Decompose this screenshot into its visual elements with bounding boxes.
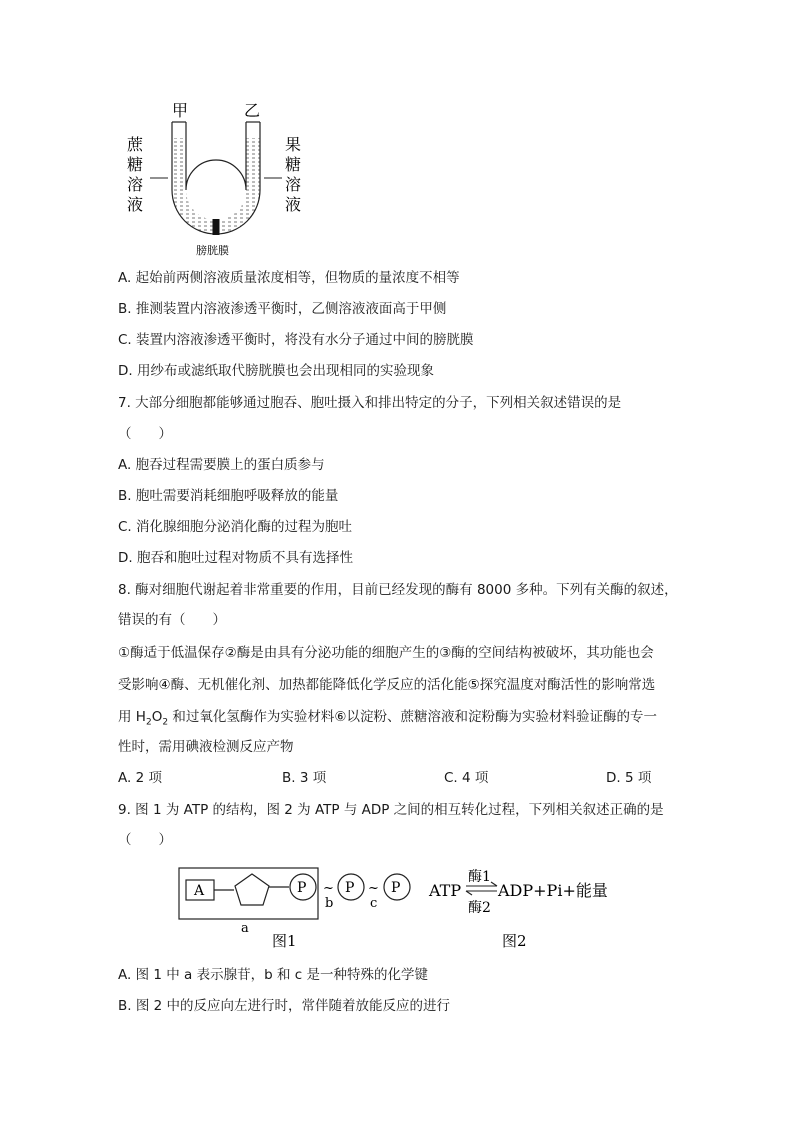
q7-option-c: C. 消化腺细胞分泌消化酶的过程为胞吐 xyxy=(118,519,353,535)
sucrose-char-2: 糖 xyxy=(127,155,144,174)
q6-option-d: D. 用纱布或滤纸取代膀胱膜也会出现相同的实验现象 xyxy=(118,363,434,379)
q8-option-d: D. 5 项 xyxy=(606,770,652,786)
q6-option-b: B. 推测装置内溶液渗透平衡时，乙侧溶液液面高于甲侧 xyxy=(118,301,447,317)
products-text: ADP+Pi+能量 xyxy=(498,881,608,900)
label-yi: 乙 xyxy=(244,101,261,120)
fructose-char-2: 糖 xyxy=(285,155,302,174)
q9-option-b: B. 图 2 中的反应向左进行时，常伴随着放能反应的进行 xyxy=(118,998,451,1014)
adenine-label: A xyxy=(194,883,205,899)
figure2-caption: 图2 xyxy=(502,932,527,950)
q6-option-c: C. 装置内溶液渗透平衡时，将没有水分子通过中间的膀胱膜 xyxy=(118,332,474,348)
fructose-char-1: 果 xyxy=(285,135,302,154)
subscript-2b: 2 xyxy=(162,717,169,728)
atp-figures xyxy=(0,860,794,970)
q8-option-b: B. 3 项 xyxy=(282,770,327,786)
q8-body3-pre: 用 H xyxy=(118,709,146,725)
bond-c-tilde: ~ xyxy=(368,881,379,896)
fructose-char-3: 溶 xyxy=(285,175,302,194)
q6-option-a: A. 起始前两侧溶液质量浓度相等，但物质的量浓度不相等 xyxy=(118,270,460,286)
figure1-caption: 图1 xyxy=(272,932,297,950)
q8-option-a: A. 2 项 xyxy=(118,770,162,786)
label-jia: 甲 xyxy=(172,101,189,120)
q7-option-a: A. 胞吞过程需要膜上的蛋白质参与 xyxy=(118,457,325,473)
bond-b-label: b xyxy=(325,896,334,911)
phosphate-1-label: P xyxy=(297,880,307,896)
bladder-membrane xyxy=(213,219,220,235)
q7-option-d: D. 胞吞和胞吐过程对物质不具有选择性 xyxy=(118,550,353,566)
ribose-pentagon xyxy=(235,874,269,905)
membrane-label: 膀胱膜 xyxy=(196,244,229,257)
q9-option-a: A. 图 1 中 a 表示腺苷，b 和 c 是一种特殊的化学键 xyxy=(118,967,428,983)
q7-option-b: B. 胞吐需要消耗细胞呼吸释放的能量 xyxy=(118,488,339,504)
q8-stem-line1: 8. 酶对细胞代谢起着非常重要的作用，目前已经发现的酶有 8000 多种。下列有关酶的叙述， xyxy=(118,582,678,598)
q7-stem: 7. 大部分细胞都能够通过胞吞、胞吐摄入和排出特定的分子，下列相关叙述错误的是 xyxy=(118,395,622,411)
label-a: a xyxy=(241,921,249,936)
enzyme2-label: 酶2 xyxy=(468,900,491,916)
q8-body3-mid: O xyxy=(151,709,163,725)
enzyme1-label: 酶1 xyxy=(468,869,491,885)
sucrose-char-1: 蔗 xyxy=(127,135,144,154)
sucrose-char-4: 液 xyxy=(127,195,144,214)
q8-body-line1: ①酶适于低温保存②酶是由具有分泌功能的细胞产生的③酶的空间结构被破坏，其功能也会 xyxy=(118,645,654,661)
q9-stem: 9. 图 1 为 ATP 的结构，图 2 为 ATP 与 ADP 之间的相互转化过程，下列相关叙述正确的是 xyxy=(118,802,664,818)
q8-body3-post: 和过氧化氢酶作为实验材料⑥以淀粉、蔗糖溶液和淀粉酶为实验材料验证酶的专一 xyxy=(168,709,657,725)
fructose-char-4: 液 xyxy=(285,195,302,214)
phosphate-2-label: P xyxy=(345,880,355,896)
atp-text: ATP xyxy=(429,881,462,900)
q7-paren: （ ） xyxy=(118,426,172,442)
q8-option-c: C. 4 项 xyxy=(444,770,489,786)
q9-paren: （ ） xyxy=(118,832,172,848)
u-tube-figure xyxy=(0,0,794,265)
q8-body-line2: 受影响④酶、无机催化剂、加热都能降低化学反应的活化能⑤探究温度对酶活性的影响常选 xyxy=(118,677,656,693)
u-tube-inner xyxy=(186,122,246,190)
q8-body-line3 xyxy=(118,707,657,733)
q8-stem-line2: 错误的有（ ） xyxy=(118,612,226,628)
bond-c-label: c xyxy=(370,896,378,911)
subscript-2a: 2 xyxy=(145,717,152,728)
sucrose-char-3: 溶 xyxy=(127,175,144,194)
bond-b-tilde: ~ xyxy=(323,881,334,896)
phosphate-3-label: P xyxy=(391,880,401,896)
q8-body-line4: 性时，需用碘液检测反应产物 xyxy=(118,739,294,755)
